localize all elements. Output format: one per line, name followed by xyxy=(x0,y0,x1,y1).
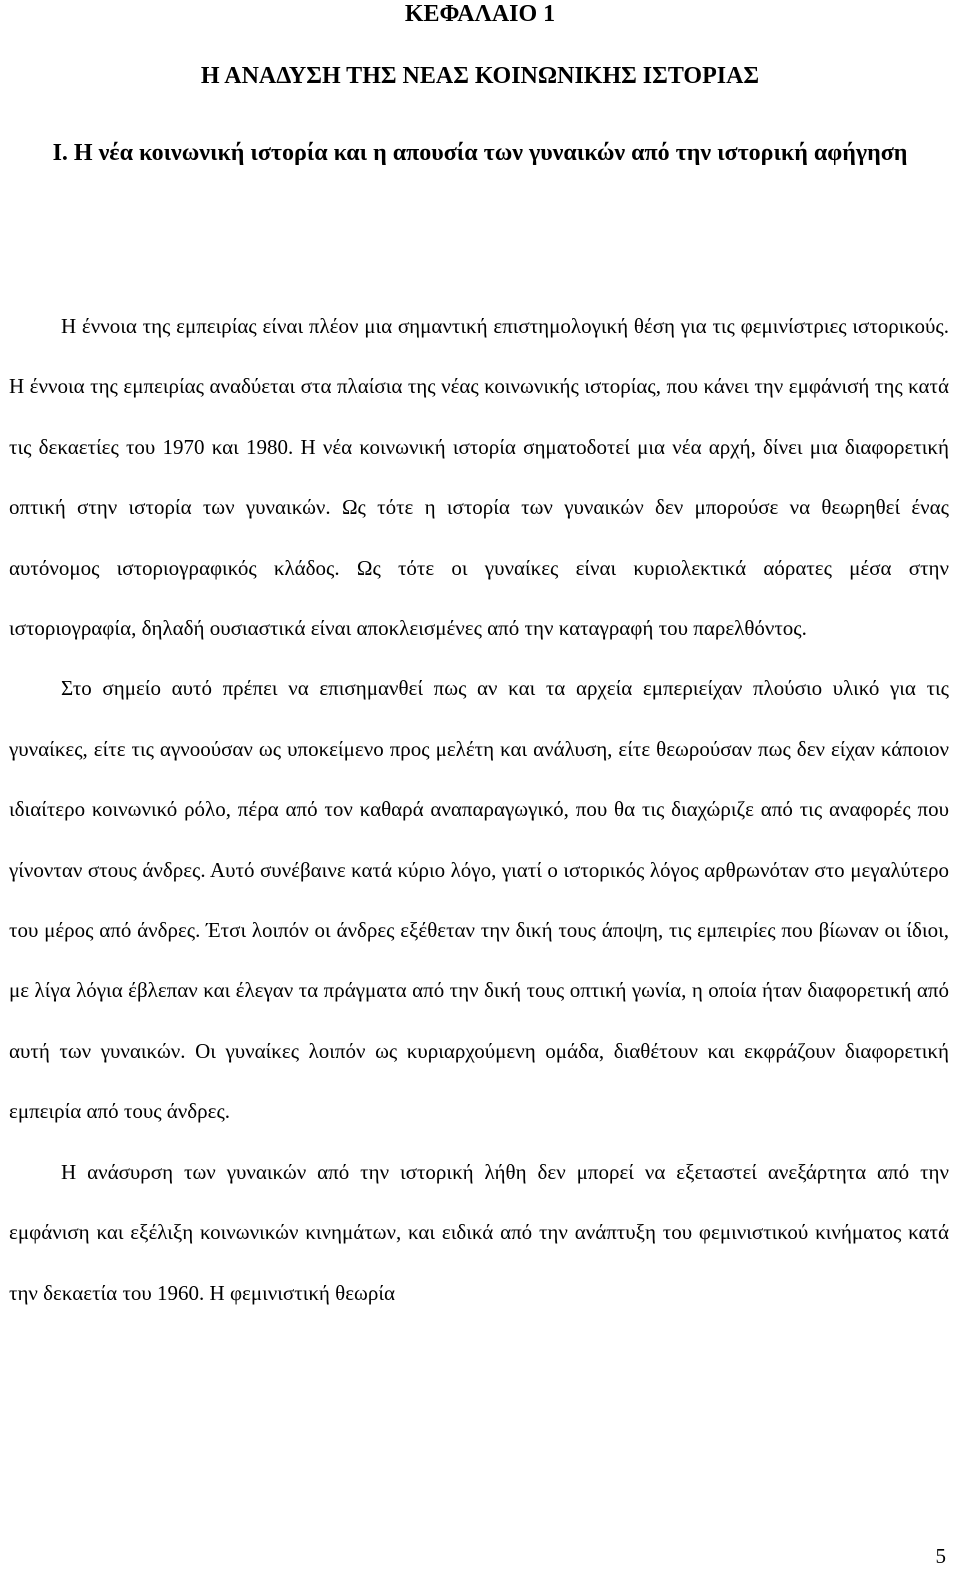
paragraph: Η ανάσυρση των γυναικών από την ιστορική λήθη δεν μπορεί να εξεταστεί ανεξάρτητα από την εμφάνιση και εξέλιξη κοινωνικών κινημάτων, και ειδικά από την ανάπτυξη του φεμινιστικού κινήματος κατά την δεκαετία του 1960. Η φεμινιστική θεωρία xyxy=(9,1159,949,1305)
paragraph: Στο σημείο αυτό πρέπει να επισημανθεί πως αν και τα αρχεία εμπεριείχαν πλούσιο υλικό για τις γυναίκες, είτε τις αγνοούσαν ως υποκείμενο προς μελέτη και ανάλυση, είτε θεωρούσαν πως δεν είχαν κάποιον ιδιαίτερο κοινωνικό ρόλο, πέρα από τον καθαρά αναπαραγωγικό, που θα τις διαχώριζε από τις αναφορές που γίνονταν στους άνδρες. Αυτό συνέβαινε κατά κύριο λόγο, γιατί ο ιστορικός λόγος αρθρωνόταν στο μεγαλύτερο του μέρος από άνδρες. Έτσι λοιπόν οι άνδρες εξέθεταν την δική τους άποψη, τις εμπειρίες που βίωναν οι ίδιοι, με λίγα λόγια έβλεπαν και έλεγαν τα πράγματα από την δική τους οπτική γωνία, η οποία ήταν διαφορετική από αυτή των γυναικών. Οι γυναίκες λοιπόν ως κυριαρχούμενη ομάδα, διαθέτουν και εκφράζουν διαφορετική εμπειρία από τους άνδρες. xyxy=(9,676,949,1124)
chapter-label: ΚΕΦΑΛΑΙΟ 1 xyxy=(404,1,556,27)
body-text xyxy=(9,296,949,1323)
chapter-title: Η ΑΝΑΔΥΣΗ ΤΗΣ ΝΕΑΣ ΚΟΙΝΩΝΙΚΗΣ ΙΣΤΟΡΙΑΣ xyxy=(200,63,760,89)
paragraph: Η έννοια της εμπειρίας είναι πλέον μια σημαντική επιστημολογική θέση για τις φεμινίστριες ιστορικούς. Η έννοια της εμπειρίας αναδύεται στα πλαίσια της νέας κοινωνικής ιστορίας, που κάνει την εμφάνισή της κατά τις δεκαετίες του 1970 και 1980. Η νέα κοινωνική ιστορία σηματοδοτεί μια νέα αρχή, δίνει μια διαφορετική οπτική στην ιστορία των γυναικών. Ως τότε η ιστορία των γυναικών δεν μπορούσε να θεωρηθεί ένας αυτόνομος ιστοριογραφικός κλάδος. Ως τότε οι γυναίκες είναι κυριολεκτικά αόρατες μέσα στην ιστοριογραφία, δηλαδή ουσιαστικά είναι αποκλεισμένες από την καταγραφή του παρελθόντος. xyxy=(9,314,949,641)
section-heading: Ι. Η νέα κοινωνική ιστορία και η απουσία των γυναικών από την ιστορική αφήγηση xyxy=(52,140,908,166)
page-number: 5 xyxy=(935,1544,946,1568)
